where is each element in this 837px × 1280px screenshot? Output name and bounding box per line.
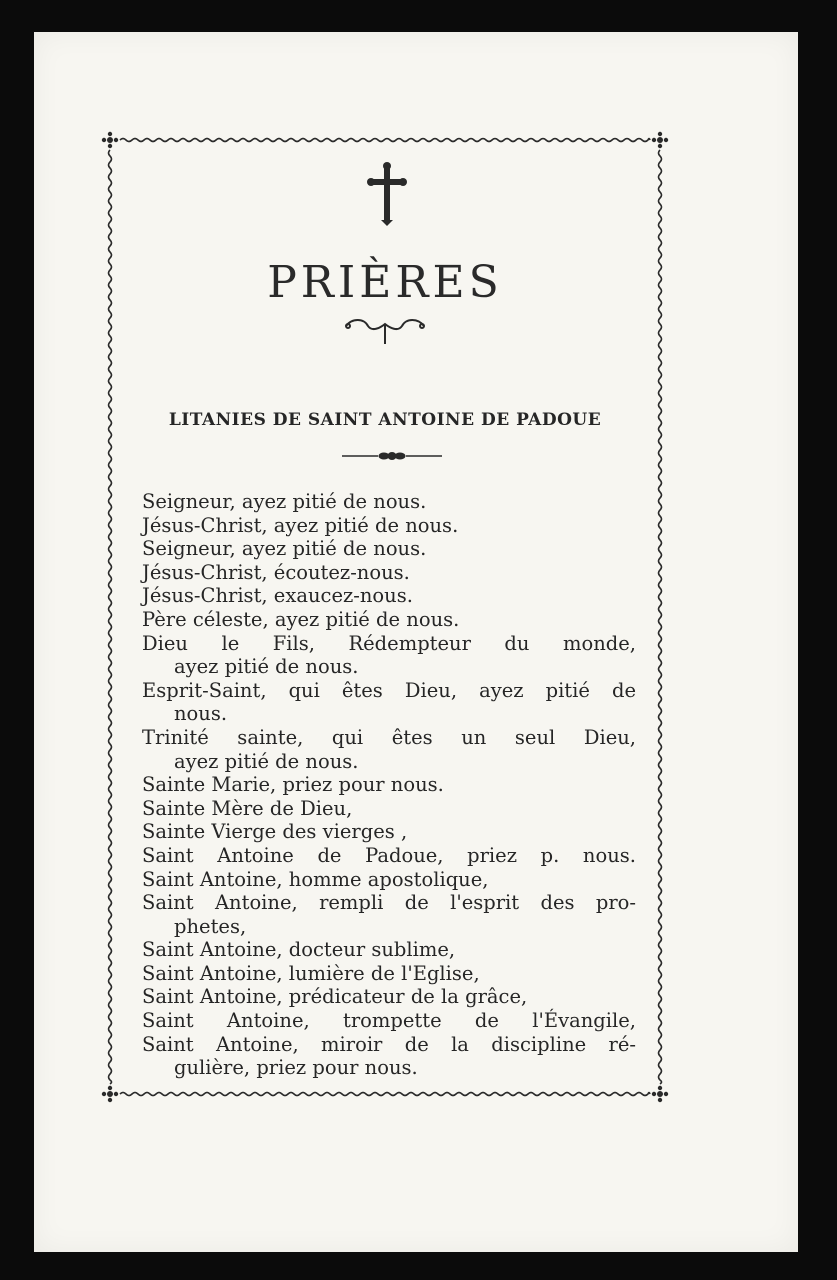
litany-line: Saint Antoine, prédicateur de la grâce,	[142, 985, 528, 1009]
litany-line: Saint Antoine, lumière de l'Eglise,	[142, 961, 480, 985]
litany-line: ayez pitié de nous.	[174, 749, 359, 773]
litany-line: Sainte Vierge des vierges ,	[142, 820, 408, 844]
divider-ornament-icon	[342, 450, 442, 462]
litany-line: Jésus-Christ, ayez pitié de nous.	[142, 513, 459, 537]
litany-text	[142, 490, 636, 1080]
litany-line: Dieu le Fils, Rédempteur du monde,	[142, 631, 636, 655]
litany-line: Esprit-Saint, qui êtes Dieu, ayez pitié de	[142, 678, 636, 702]
litany-line: Trinité sainte, qui êtes un seul Dieu,	[142, 725, 636, 749]
litany-line: Saint Antoine, miroir de la discipline ré-	[142, 1032, 636, 1056]
litany-line: Saint Antoine, homme apostolique,	[142, 867, 489, 891]
litany-line: Saint Antoine de Padoue, priez p. nous.	[142, 843, 636, 867]
litany-line: Sainte Marie, priez pour nous.	[142, 773, 444, 797]
litany-line: Saint Antoine, rempli de l'esprit des pro-	[142, 891, 636, 915]
litany-line: gulière, priez pour nous.	[174, 1056, 418, 1080]
litany-line: ayez pitié de nous.	[174, 655, 359, 679]
litany-line: phetes,	[174, 914, 247, 938]
decorative-frame	[102, 132, 668, 1102]
page-title: PRIÈRES	[267, 257, 503, 308]
prayer-card	[34, 32, 798, 1252]
litany-heading: LITANIES DE SAINT ANTOINE DE PADOUE	[168, 410, 602, 430]
flourish-ornament-icon	[342, 316, 428, 346]
litany-line: Père céleste, ayez pitié de nous.	[142, 607, 460, 631]
litany-line: Jésus-Christ, exaucez-nous.	[142, 584, 413, 608]
litany-line: Seigneur, ayez pitié de nous.	[142, 490, 427, 513]
litany-line: Seigneur, ayez pitié de nous.	[142, 537, 427, 561]
litany-line: Sainte Mère de Dieu,	[142, 796, 353, 820]
litany-line: Saint Antoine, trompette de l'Évangile,	[142, 1009, 636, 1033]
cross-icon	[367, 162, 407, 226]
litany-line: nous.	[174, 702, 228, 726]
litany-line: Jésus-Christ, écoutez-nous.	[142, 560, 410, 584]
litany-line: Saint Antoine, docteur sublime,	[142, 938, 456, 962]
